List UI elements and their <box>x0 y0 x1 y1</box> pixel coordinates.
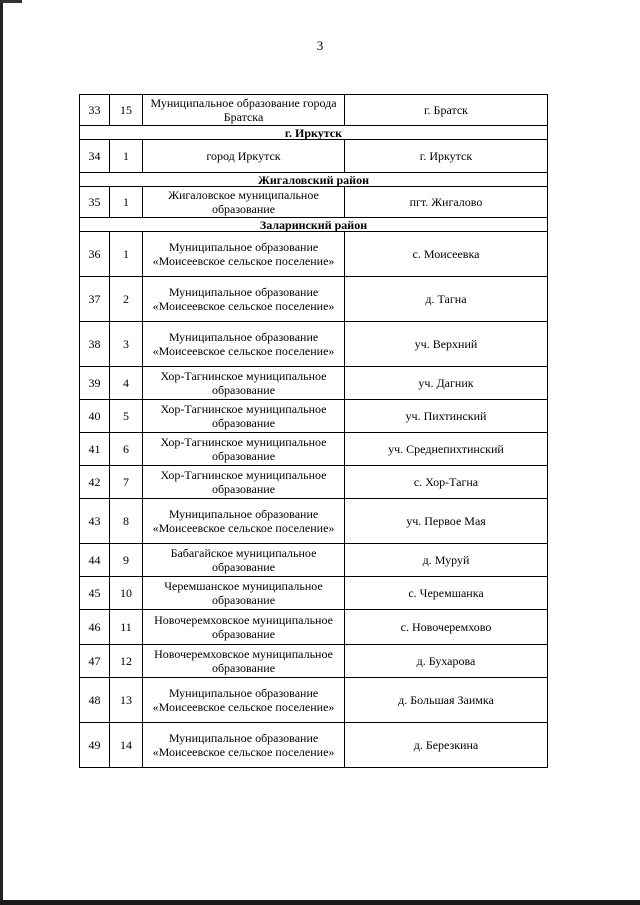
table-row <box>80 645 548 678</box>
row-number: 34 <box>80 140 110 173</box>
municipality-name: Новочеремховское муниципальное образование <box>143 645 345 678</box>
municipality-name: Новочеремховское муниципальное образование <box>143 610 345 645</box>
table-row <box>80 433 548 466</box>
row-number: 47 <box>80 645 110 678</box>
row-local-number: 5 <box>110 400 143 433</box>
row-local-number: 9 <box>110 544 143 577</box>
section-header-row <box>80 126 548 140</box>
municipality-name: Муниципальное образование «Моисеевское сельское поселение» <box>143 277 345 322</box>
row-number: 49 <box>80 723 110 768</box>
table-row <box>80 678 548 723</box>
row-number: 36 <box>80 232 110 277</box>
settlement-name: д. Березкина <box>345 723 548 768</box>
table-row <box>80 400 548 433</box>
settlement-name: уч. Дагник <box>345 367 548 400</box>
settlement-name: уч. Первое Мая <box>345 499 548 544</box>
row-number: 48 <box>80 678 110 723</box>
settlement-name: с. Моисеевка <box>345 232 548 277</box>
row-local-number: 1 <box>110 187 143 218</box>
registry-table-body <box>80 95 548 768</box>
municipality-name: Муниципальное образование «Моисеевское сельское поселение» <box>143 499 345 544</box>
row-number: 41 <box>80 433 110 466</box>
municipality-name: Муниципальное образование «Моисеевское сельское поселение» <box>143 678 345 723</box>
row-number: 33 <box>80 95 110 126</box>
section-header-row <box>80 173 548 187</box>
table-row <box>80 610 548 645</box>
settlement-name: уч. Верхний <box>345 322 548 367</box>
row-local-number: 1 <box>110 232 143 277</box>
table-row <box>80 577 548 610</box>
row-local-number: 15 <box>110 95 143 126</box>
section-title: г. Иркутск <box>80 126 548 140</box>
table-row <box>80 723 548 768</box>
registry-table <box>79 94 548 768</box>
row-local-number: 11 <box>110 610 143 645</box>
table-row <box>80 499 548 544</box>
row-number: 37 <box>80 277 110 322</box>
row-number: 42 <box>80 466 110 499</box>
municipality-name: Хор-Тагнинское муниципальное образование <box>143 400 345 433</box>
municipality-name: Муниципальное образование «Моисеевское сельское поселение» <box>143 232 345 277</box>
settlement-name: г. Иркутск <box>345 140 548 173</box>
row-local-number: 14 <box>110 723 143 768</box>
settlement-name: д. Большая Заимка <box>345 678 548 723</box>
table-row <box>80 277 548 322</box>
municipality-name: Хор-Тагнинское муниципальное образование <box>143 433 345 466</box>
table-row <box>80 140 548 173</box>
row-local-number: 10 <box>110 577 143 610</box>
row-number: 45 <box>80 577 110 610</box>
settlement-name: д. Муруй <box>345 544 548 577</box>
settlement-name: уч. Пихтинский <box>345 400 548 433</box>
row-local-number: 1 <box>110 140 143 173</box>
settlement-name: пгт. Жигалово <box>345 187 548 218</box>
scan-corner-mark <box>0 0 22 3</box>
settlement-name: г. Братск <box>345 95 548 126</box>
row-local-number: 4 <box>110 367 143 400</box>
row-local-number: 2 <box>110 277 143 322</box>
section-title: Заларинский район <box>80 218 548 232</box>
municipality-name: Хор-Тагнинское муниципальное образование <box>143 367 345 400</box>
municipality-name: Муниципальное образование «Моисеевское сельское поселение» <box>143 723 345 768</box>
row-number: 39 <box>80 367 110 400</box>
table-row <box>80 466 548 499</box>
municipality-name: Черемшанское муниципальное образование <box>143 577 345 610</box>
row-local-number: 7 <box>110 466 143 499</box>
municipality-name: Жигаловское муниципальное образование <box>143 187 345 218</box>
row-number: 38 <box>80 322 110 367</box>
settlement-name: с. Хор-Тагна <box>345 466 548 499</box>
settlement-name: д. Бухарова <box>345 645 548 678</box>
municipality-name: Хор-Тагнинское муниципальное образование <box>143 466 345 499</box>
scan-bottom-edge <box>0 900 640 905</box>
row-local-number: 12 <box>110 645 143 678</box>
section-title: Жигаловский район <box>80 173 548 187</box>
row-local-number: 6 <box>110 433 143 466</box>
row-number: 43 <box>80 499 110 544</box>
table-row <box>80 322 548 367</box>
row-local-number: 8 <box>110 499 143 544</box>
municipality-name: Муниципальное образование города Братска <box>143 95 345 126</box>
table-row <box>80 232 548 277</box>
table-row <box>80 367 548 400</box>
section-header-row <box>80 218 548 232</box>
row-number: 46 <box>80 610 110 645</box>
row-number: 40 <box>80 400 110 433</box>
settlement-name: с. Новочеремхово <box>345 610 548 645</box>
page-number: 3 <box>316 38 324 53</box>
settlement-name: уч. Среднепихтинский <box>345 433 548 466</box>
row-number: 35 <box>80 187 110 218</box>
settlement-name: д. Тагна <box>345 277 548 322</box>
table-row <box>80 544 548 577</box>
municipality-name: город Иркутск <box>143 140 345 173</box>
scan-left-edge <box>0 0 3 905</box>
row-local-number: 3 <box>110 322 143 367</box>
settlement-name: с. Черемшанка <box>345 577 548 610</box>
table-row <box>80 95 548 126</box>
row-local-number: 13 <box>110 678 143 723</box>
municipality-name: Муниципальное образование «Моисеевское сельское поселение» <box>143 322 345 367</box>
table-row <box>80 187 548 218</box>
municipality-name: Бабагайское муниципальное образование <box>143 544 345 577</box>
row-number: 44 <box>80 544 110 577</box>
